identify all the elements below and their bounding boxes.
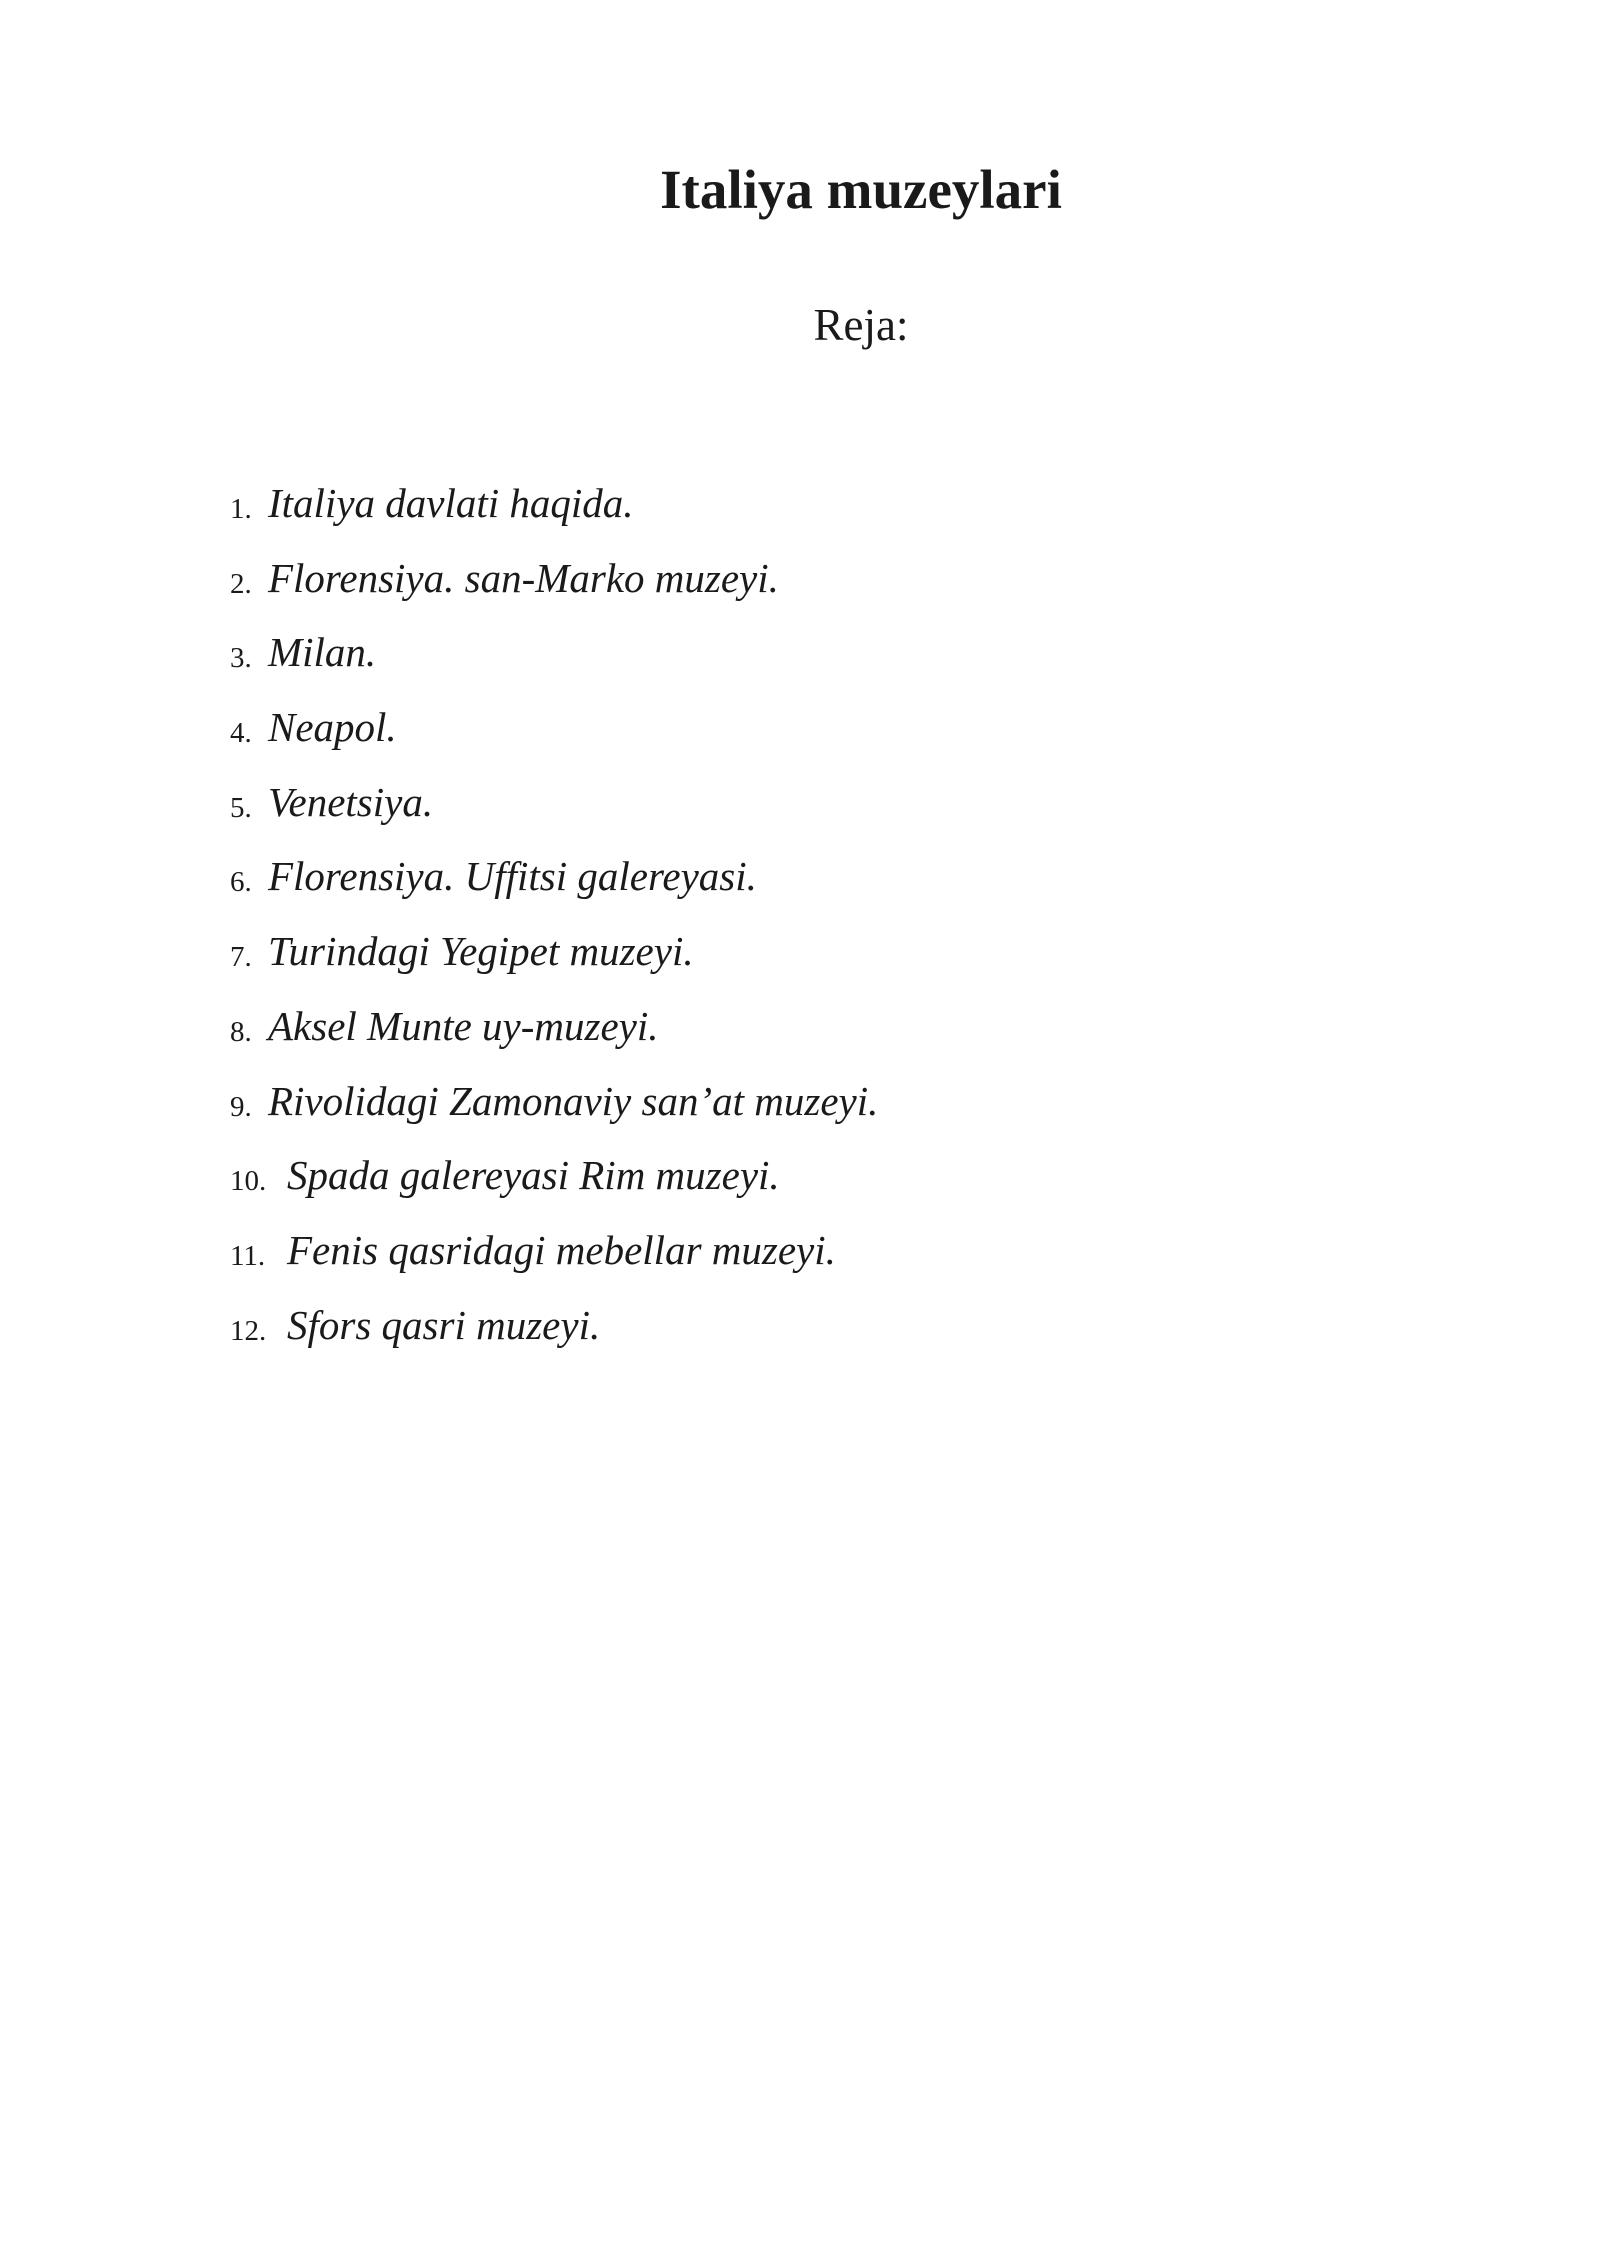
plan-item-number: 9. (230, 1090, 252, 1123)
plan-item-number: 1. (230, 493, 252, 525)
plan-item-text: Turindagi Yegipet muzeyi. (268, 928, 694, 975)
plan-item-text: Spada galereyasi Rim muzeyi. (287, 1152, 780, 1199)
plan-item-text: Fenis qasridagi mebellar muzeyi. (287, 1226, 836, 1273)
plan-item-number: 12. (230, 1314, 267, 1347)
plan-item-number: 7. (230, 941, 252, 974)
plan-item-text: Milan. (268, 629, 377, 676)
plan-item-text: Florensiya. san-Marko muzeyi. (268, 554, 779, 601)
plan-item-text: Aksel Munte uy-muzeyi. (268, 1002, 659, 1049)
plan-item-text: Venetsiya. (268, 778, 434, 825)
plan-heading: Reja: (813, 300, 909, 350)
plan-item-text: Rivolidagi Zamonaviy san’at muzeyi. (268, 1077, 879, 1124)
plan-item-number: 5. (230, 791, 252, 824)
plan-item-number: 8. (230, 1015, 252, 1048)
plan-item-text: Italiya davlati haqida. (268, 480, 634, 526)
plan-item-number: 2. (230, 567, 252, 600)
plan-item-text: Neapol. (268, 704, 397, 751)
plan-item-number: 4. (230, 717, 252, 750)
plan-item-number: 3. (230, 642, 252, 675)
plan-item-number: 10. (230, 1165, 267, 1198)
plan-item-text: Sfors qasri muzeyi. (287, 1301, 601, 1348)
page-title: Italiya muzeylari (660, 159, 1062, 220)
plan-item-number: 6. (230, 866, 252, 899)
plan-item-text: Florensiya. Uffitsi galereyasi. (268, 853, 757, 900)
plan-item-number: 11. (230, 1239, 266, 1272)
